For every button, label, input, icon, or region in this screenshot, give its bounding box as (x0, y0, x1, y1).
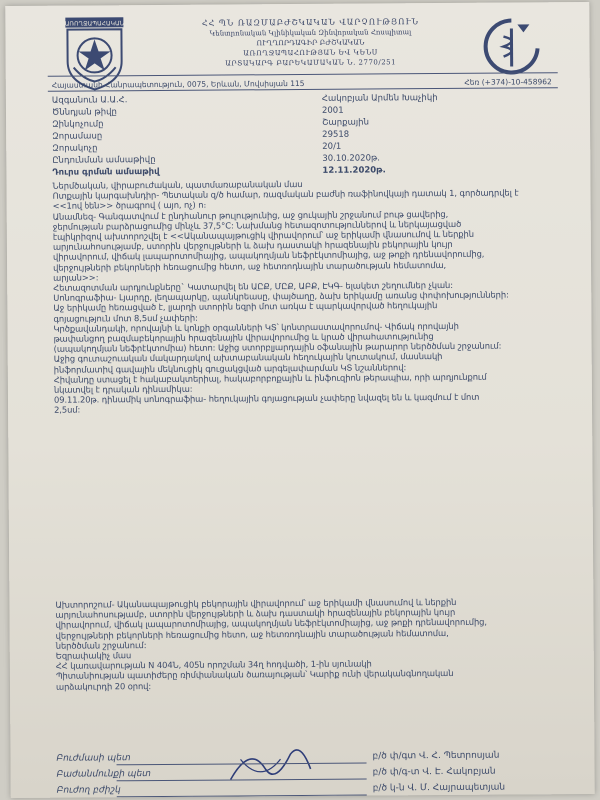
field-label: Դուրս գրման ամսաթիվ (52, 166, 160, 178)
signature-name: բ/ծ կ-ն Վ. Մ. Հայրապետյան (372, 782, 506, 794)
diagnosis-line: վերջույթների բեկորների հեռացումից հետո, աջ հետռոդնային տարածության հեմատոմա, (55, 627, 449, 641)
field-value: 2001 (321, 105, 344, 116)
body-line: 09.11.20թ. դինամիկ սոնոգրաֆիա- հեղուկային գոյացության չափերը նվազել են և կազմում է մոտ (53, 392, 480, 405)
body-line: գոյացություն մոտ 8,5սմ չափերի: (53, 312, 198, 324)
diagnosis-text (55, 596, 568, 691)
field-value: 29518 (322, 129, 350, 140)
header-line-2: Կենտրոնական Կլինիկական Զինվորական Հոսպիտալ (209, 28, 412, 38)
header-line-5: ԱՐՏԱԿԱՐԳ ԲԱՐԵԿԱՄԱԿԱՆ Ն. 2770/251 (225, 58, 397, 68)
field-value: Շարքային (322, 117, 369, 128)
body-line: Սոնոգրաֆիա- Լյարդը, լեղապարկը, պանկրեասը, փայծաղը, ձախ երիկամը առանց փոփոխությունների: (53, 289, 509, 303)
medical-caduceus-icon (481, 16, 541, 76)
diagnosis-line: Ախտորոշում- Ականապայթուցիկ բեկորային վիրավորում՝ աջ երիկամի վնասումով և ներքին (55, 596, 457, 610)
body-line: վերջույթների բեկորների հեռացումից հետո, աջ հետռոդնային տարածության հեմատոմա, (53, 259, 447, 273)
signature-row (57, 766, 577, 784)
diagnosis-line: Պիտանիության պատիժերը ռիմփանական ծառայության՝ Կարիք ունի վերականգնողական (55, 668, 454, 682)
header-line-1: ՀՀ ՊՆ ՌԱԶՄԱԲԺՇԿԱԿԱՆ ՎԱՐՉՈՒԹՅՈՒՆ (201, 17, 419, 28)
body-line: արյունահոսությամբ, ստորին վերջույթների և ձախ դաստակի հրազենային բեկորային կույր (52, 239, 453, 252)
field-label: Զինկոչումը (52, 119, 104, 130)
signature-line (117, 795, 367, 798)
diagnosis-line: արձակուրդի 20 օրով: (55, 680, 152, 692)
body-line: <<1ով ხեն>> ծրագրով ( այո, ոչ) ո։ (52, 200, 207, 212)
body-line: ինֆորմատիվ գավային մեկնուցիկ գուցակցված արգելափարման ԿՏ նշաններով: (53, 361, 407, 375)
address-text: Հայաստանի Հանրապետություն, 0075, Երևան, Մովսիսյան 115 (51, 78, 305, 90)
signature-row (57, 782, 577, 798)
body-line: Աջ երիկամը հեռացված է, լյարդի ստորին եզրի մոտ առկա է պարկավորված հեղուկային (53, 300, 438, 314)
body-line: Աջից գուտաշուական մակարդակով ախտաբանական հեղուկային կուտակում, մասնակի (53, 351, 443, 365)
signature-name: բ/ծ փ/գ-տ Վ. Է. Հակոբյան (372, 766, 496, 778)
field-value: Հակոբյան Արմեն Խաչիկի (321, 93, 438, 104)
body-line: նկատվել է դրական դինամիկա: (53, 383, 193, 395)
document-sheet (5, 2, 595, 798)
diagnosis-line: արյունահոսությամբ, ստորին վերջույթների և ձախ դաստակի հրազենային բեկորային կույր (55, 607, 456, 620)
field-label: Զորակոչը (52, 143, 98, 154)
body-line: (ապակողմյան նեֆրէկտոմիա) հետո: Աջից ստորբլյարդային օֆանային թարարոր ներծծման շրջանում: (53, 340, 502, 354)
field-value: 20/1 (322, 141, 342, 152)
signature-name: բ/ծ փ/գտ Վ. Հ. Պետրոսյան (372, 750, 500, 762)
header-line-4: ԱՌՈՂՋԱՊԱՀՈՒԹՅԱՆ ԵՎ ԿԵՆՍ (243, 48, 378, 58)
body-line: Ոտքային կարգախնդիր- Պետական զ/ծ համար, ռազմական բաժնի ռաֆինովկայի դատակ 1, գործադրվել է (52, 187, 519, 201)
body-line: թափանցող բազմաբեկորային հրազենային վիրավորումից և կրած վիրահատությունից (53, 331, 434, 344)
signature-role: Բուժմասի պետ (56, 753, 131, 764)
signature-line (117, 763, 367, 766)
body-text (52, 177, 566, 415)
signature-line (117, 779, 367, 782)
diagnosis-line: ներծծման շրջանում: (55, 639, 147, 651)
body-line: էպիկրիզով ախտորոշվել է <<Ականապայթուցիկ վիրավորում՝ աջ երիկամի վնասումով և ներքին (52, 228, 474, 242)
phone-text: Հեռ (+374)-10-458962 (464, 77, 552, 87)
diagnosis-line: ՀՀ կառավարության N 404Ն, 405ն որոշման 34ղ հոդվածի, 1-ին սյունակի (55, 658, 372, 671)
emblem-banner-text: ԱՌՈՂՋԱՊԱՀԱԿԱՆ (64, 20, 124, 28)
diagnosis-line: վիրավորում, վիճակ լապարոտոմիայից, ապակողմյան նեֆրէկտոմիայից, աջ թոքի դրենավորումից, (55, 617, 487, 631)
signature-role: Բաժանմունքի պետ (56, 769, 151, 780)
signature-role: Բուժող բժիշկ (56, 785, 121, 796)
body-line: 2,5սմ: (54, 405, 81, 416)
body-line: Անամնեզ- Գանգատվում է ընդհանուր թուլությունից, աջ ցուկային շրջանում բութ ցավերից, (52, 208, 449, 222)
field-value: 12.11.2020թ. (322, 165, 386, 176)
signature-row (56, 750, 576, 768)
diagnosis-line: Եզրափակիչ մաս (55, 650, 132, 661)
field-label: Ազգանուն Ա.Ա.Հ. (51, 95, 128, 106)
body-line: ջերմության բարձրացումից մինչև 37,5°C: Նախմանց հետազոտություններով և ներկայացված (52, 218, 462, 232)
body-line: Ներմծական, վիրաբուժական, պատմառաբանական մաս (52, 178, 303, 191)
field-value: 30.10.2020թ. (322, 153, 381, 164)
header-line-3: ՈՒՂՂՈՐԴԱԳԻՐ ԲԺՇԿԱԿԱՆ (256, 38, 365, 48)
field-label: Ընդունման ամսաթիվը (52, 155, 156, 166)
field-label: Զորամասը (52, 131, 103, 142)
body-line: արյան>>: (53, 272, 99, 283)
field-label: Ծննդյան թիվը (51, 107, 117, 118)
body-line: վիրավորում, վիճակ լապարոտոմիայից, ապակողմյան նեֆրէկտոմիայից, աջ թոքի դրենավորումից, (52, 249, 485, 263)
body-line: Հիվանդը ստացել է հակաբակտերիալ, հակաբորբոքային և ինֆուզիոն թերապիա, որի արդյունքում (53, 371, 487, 385)
body-line: Հետազոտման արդյունքները` Կատարվել են ԱԸՔ, ՄԸՔ, ԱԲՔ, ԷԿԳ- ելակետ շեղումներ չկան: (53, 279, 453, 293)
body-line: Կրծքավանդակի, որովայնի և կոնքի օրգանների ԿՏ՝ կոնտրաստավորումով- Վիճակ որովայնի (53, 320, 459, 334)
